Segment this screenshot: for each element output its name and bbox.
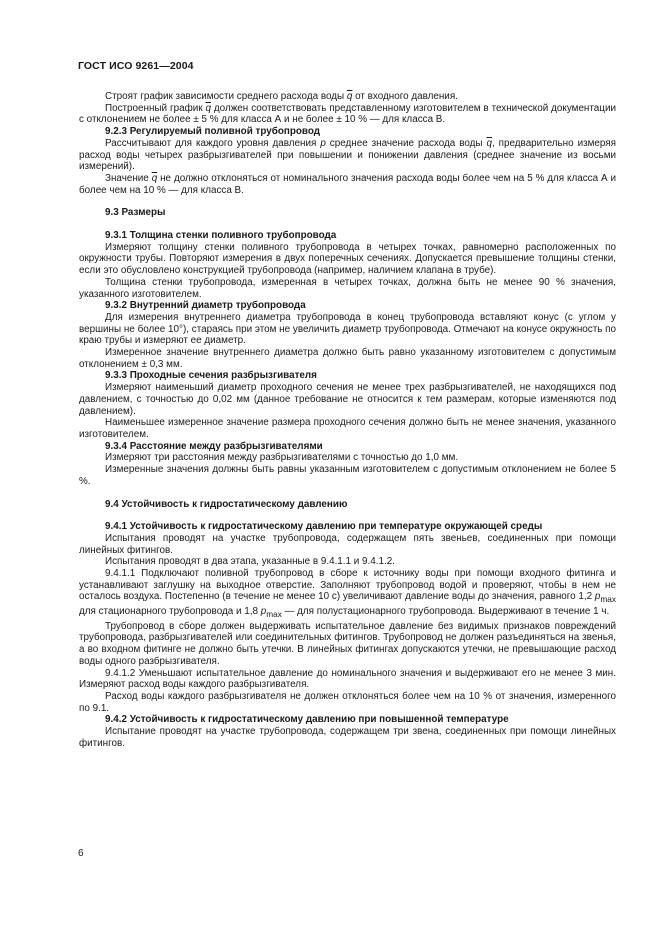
text-span: от входного давления. — [352, 91, 458, 102]
page-number: 6 — [78, 848, 84, 859]
paragraph: Измеряют три расстояния между разбрызгивателями с точностью до 1,0 мм. — [105, 452, 459, 464]
text-span: 9.4.1.1 Подключают поливной трубопровод в сборе к источнику воды при помощи входного фитинга и устанавливают заглушку на выходное отверстие. Заполняют трубопровод водой и проверяют, чтобы в нем не осталось воздуха. Постепенно (в течение не менее 10 с) увеличивают давление воды до значения, равного 1,2 — [79, 568, 616, 603]
text-span: не должно отклоняться от номинального значения расхода воды более чем на 5 % для класса А и более чем на 10 % — для класса В. — [79, 172, 616, 196]
paragraph: Толщина стенки трубопровода, измеренная в четырех точках, должна быть не менее 90 % значения, указанного изготовителем. — [79, 276, 616, 300]
p-symbol: p — [260, 606, 267, 618]
document-body — [79, 91, 616, 750]
section-heading-9-2-3: 9.2.3 Регулируемый поливной трубопровод — [105, 126, 321, 138]
paragraph: Испытания проводят в два этапа, указанные в 9.4.1.1 и 9.4.1.2. — [105, 556, 395, 568]
paragraph: 9.4.1.2 Уменьшают испытательное давление до номинального значения и выдерживают его не менее 3 мин. Измеряют расход воды каждого разбрызгивателя. — [79, 667, 616, 691]
q-bar-symbol: $\overline{q}$ — [346, 91, 353, 102]
q-bar-symbol: $\overline{q}$ — [486, 137, 492, 149]
text-span: среднее значение расхода воды — [325, 137, 487, 149]
p-symbol: p — [320, 137, 326, 149]
q-bar-symbol: $\overline{q}$ — [151, 172, 158, 184]
section-heading-9-3-2: 9.3.2 Внутренний диаметр трубопровода — [105, 300, 306, 312]
subscript-max: max — [266, 610, 282, 620]
text-span: Построенный график — [105, 102, 206, 114]
q-bar-symbol: $\overline{q}$ — [205, 102, 211, 114]
section-heading-9-3-3: 9.3.3 Проходные сечения разбрызгивателя — [105, 370, 317, 382]
text-span: Строят график зависимости среднего расхода воды — [105, 91, 347, 102]
text-span: Рассчитывают для каждого уровня давления — [105, 137, 321, 149]
paragraph: Испытание проводят на участке трубопровода, содержащем три звена, соединенных при помощи линейных фитингов. — [79, 726, 616, 749]
paragraph: Измеренное значение внутреннего диаметра должно быть равно указанному изготовителем с допустимым отклонением ± 0,3 мм. — [79, 347, 616, 370]
text-span: — для полустационарного трубопровода. Выдерживают в течение 1 ч. — [281, 606, 610, 618]
paragraph: Измеренные значения должны быть равны указанным изготовителем с допустимым отклонением не более 5 %. — [79, 464, 616, 487]
paragraph — [79, 173, 616, 196]
subscript-max: max — [600, 595, 616, 605]
text-span: должен соответствовать представленному изготовителем в технической документации с отклонением не более ± 5 % для класса А и не более ± 10 % — для класса В. — [79, 102, 616, 126]
document-header: ГОСТ ИСО 9261—2004 — [78, 60, 194, 72]
paragraph: Наименьшее измеренное значение размера проходного сечения должно быть не менее значения, указанного изготовителем. — [79, 417, 616, 440]
section-heading-9-4-1: 9.4.1 Устойчивость к гидростатическому давлению при температуре окружающей среды — [105, 521, 543, 533]
paragraph: Измеряют наименьший диаметр проходного сечения не менее трех разбрызгивателей, не находящихся под давлением, с точностью до 0,02 мм (данное требование не относится к тем размерам, которые изменяются под давлением). — [79, 382, 616, 417]
section-heading-9-4: 9.4 Устойчивость к гидростатическому давлению — [105, 498, 348, 510]
text-span: для стационарного трубопровода и 1,8 — [79, 606, 261, 618]
paragraph: Измеряют толщину стенки поливного трубопровода в четырех точках, равномерно расположенных по окружности трубы. Повторяют измерения в двух поперечных сечениях. Допускается превышение толщины стенки, если это обусловлено конструкцией трубопровода (например, наличием клапана в трубе). — [79, 241, 616, 277]
paragraph: Трубопровод в сборе должен выдерживать испытательное давление без видимых признаков повреждений трубопровода, разбрызгивателей или соединительных фитингов. Трубопровод не должен разъединяться на звенья, а во входном фитинге не должно быть утечки. В линейных фитингах допускаются утечки, не превышающие расход воды одного разбрызгивателя. — [79, 620, 616, 667]
paragraph — [79, 138, 616, 173]
section-heading-9-3: 9.3 Размеры — [105, 207, 166, 219]
text-span: , предварительно измеряя расход воды четырех разбрызгивателей при повышении и понижении давления (среднее значение из восьми измерений). — [79, 137, 616, 173]
paragraph: Для измерения внутреннего диаметра трубопровода в конец трубопровода вставляют конус (с углом у вершины не более 10°), стараясь при этом не увеличить диаметр трубопровода. Отмечают на конусе окружность по краю трубы и измеряют ее диаметр. — [79, 311, 616, 347]
p-symbol: p — [594, 591, 601, 603]
section-heading-9-3-4: 9.3.4 Расстояние между разбрызгивателями — [105, 440, 323, 452]
paragraph: Испытания проводят на участке трубопровода, содержащем пять звеньев, соединенных при помощи линейных фитингов. — [79, 532, 616, 556]
paragraph — [79, 568, 616, 621]
paragraph — [79, 103, 616, 126]
text-span: Значение — [105, 172, 152, 184]
section-heading-9-4-2: 9.4.2 Устойчивость к гидростатическому давлению при повышенной температуре — [105, 714, 509, 726]
paragraph — [79, 91, 616, 103]
section-heading-9-3-1: 9.3.1 Толщина стенки поливного трубопровода — [105, 230, 337, 242]
paragraph: Расход воды каждого разбрызгивателя не должен отклоняться более чем на 10 % от значения, измеренного по 9.1. — [79, 690, 616, 714]
